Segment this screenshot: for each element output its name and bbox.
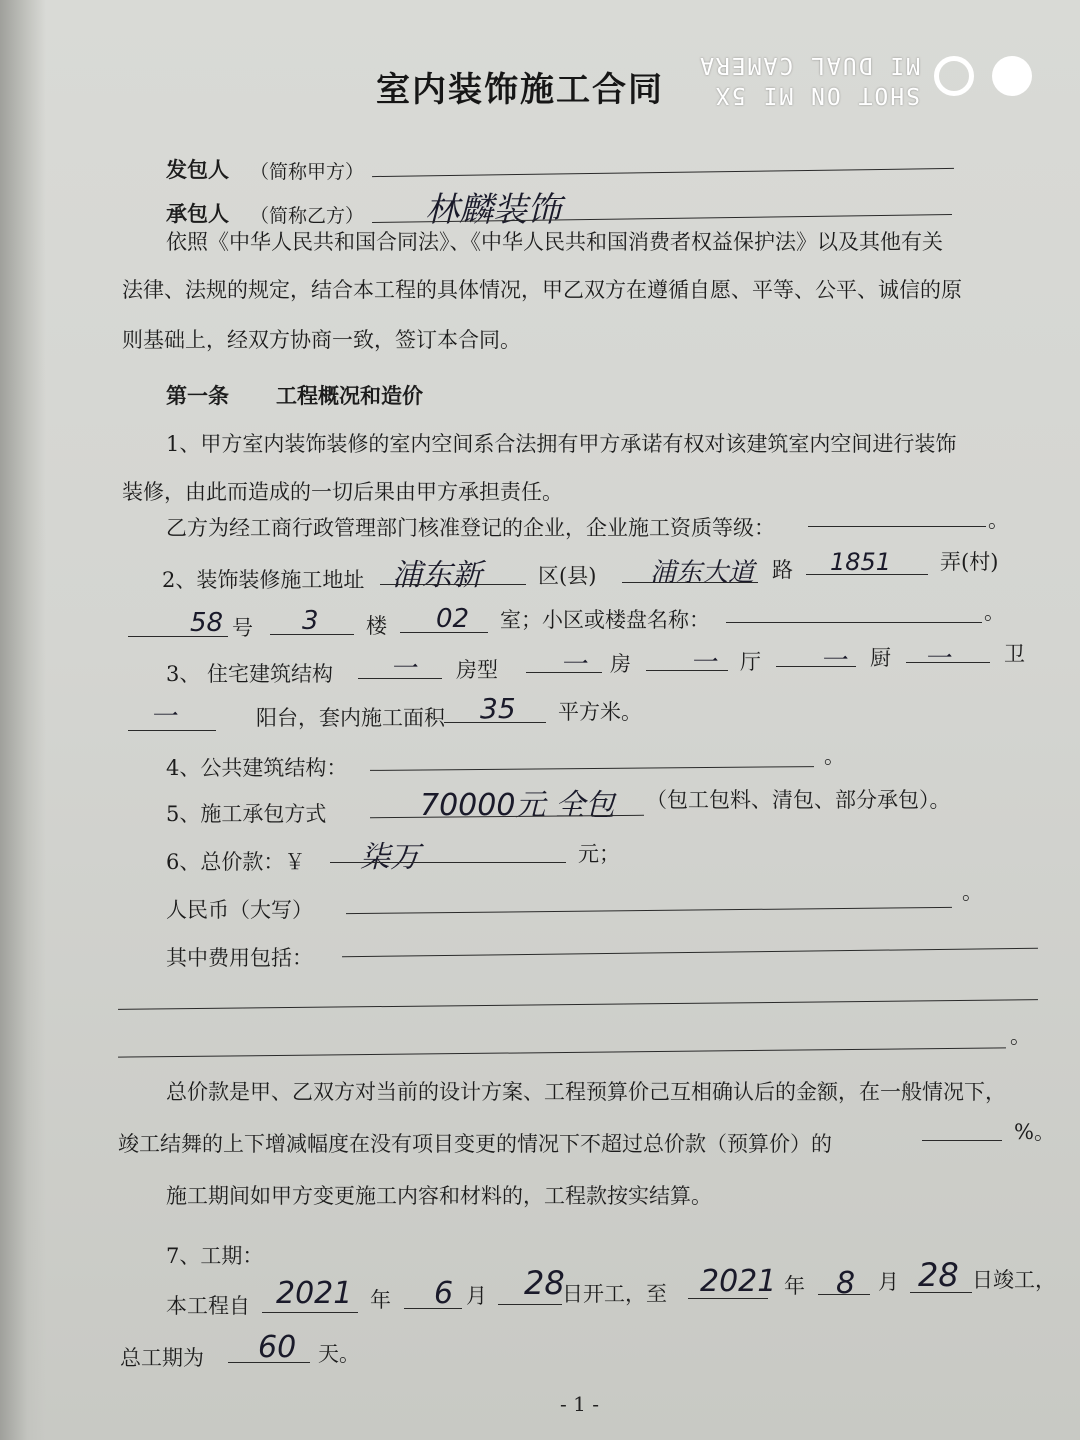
lane-blank: [806, 574, 928, 575]
baths-blank: [906, 662, 990, 663]
road-label: 路: [772, 558, 793, 582]
end-day-blank: [910, 1292, 972, 1293]
item1-line-3-end: 。: [988, 508, 1009, 532]
page-number: - 1 -: [560, 1392, 599, 1416]
road-handwriting: 浦东大道: [650, 558, 755, 588]
estate-name-blank: [726, 622, 982, 623]
total-days-blank: [228, 1362, 310, 1363]
balconies-blank: [128, 730, 216, 731]
price-note-line-3: 施工期间如甲方变更施工内容和材料的，工程款按实结算。: [166, 1184, 712, 1208]
qualification-blank: [808, 526, 986, 527]
building-handwriting: 3: [302, 606, 319, 636]
type-label: 房型: [456, 658, 498, 682]
rmb-end: 。: [962, 880, 983, 904]
start-year-handwriting: 2021: [276, 1276, 353, 1311]
halls-label: 厅: [740, 650, 761, 674]
percent-blank: [922, 1140, 1002, 1141]
balcony-label: 阳台，套内施工面积: [256, 706, 445, 730]
start-day-blank: [498, 1304, 562, 1305]
baths-handwriting: 一: [924, 644, 951, 674]
kitchens-blank: [776, 666, 856, 667]
start-month-label: 月: [466, 1284, 487, 1308]
lane-handwriting: 1851: [830, 548, 892, 576]
end-month-handwriting: 8: [836, 1266, 856, 1301]
camera-ring-icon: [934, 56, 974, 96]
start-year-label: 年: [370, 1288, 391, 1312]
area-label: 平方米。: [558, 700, 642, 724]
total-days-handwriting: 60: [258, 1330, 297, 1365]
building-label: 楼: [366, 614, 387, 638]
number-label: 号: [232, 616, 253, 640]
item5-label: 5、施工承包方式: [166, 802, 327, 826]
item2-label: 2、装饰装修施工地址: [162, 568, 365, 592]
intro-line-1: 依照《中华人民共和国合同法》、《中华人民共和国消费者权益保护法》以及其他有关: [166, 230, 943, 254]
room-handwriting: 02: [436, 604, 470, 634]
start-label: 日开工，至: [562, 1282, 667, 1306]
total-price-handwriting: 柒万: [360, 840, 420, 875]
start-month-handwriting: 6: [434, 1276, 454, 1311]
total-price-unit: 元；: [578, 842, 620, 866]
article-number: 第一条: [166, 383, 229, 408]
item2-end: 。: [984, 600, 1005, 624]
page-fold-shadow: [0, 0, 46, 1440]
item7-label: 7、工期：: [166, 1244, 264, 1268]
road-blank: [622, 582, 758, 583]
district-label: 区(县): [538, 564, 597, 588]
party-a-note: （简称甲方）: [250, 161, 365, 183]
camera-dot-icon: [992, 56, 1032, 96]
intro-line-3: 则基础上，经双方协商一致，签订本合同。: [122, 328, 521, 352]
period-from-label: 本工程自: [166, 1294, 250, 1318]
item1-line-2: 装修，由此而造成的一切后果由甲方承担责任。: [122, 480, 563, 504]
price-note-line-2: 竣工结舞的上下增减幅度在没有项目变更的情况下不超过总价款（预算价）的: [118, 1132, 832, 1156]
building-blank: [270, 634, 354, 635]
item3-label: 3、 住宅建筑结构: [166, 662, 334, 686]
room-label: 室；小区或楼盘名称：: [500, 608, 710, 632]
number-blank: [128, 636, 228, 637]
kitchens-label: 厨: [870, 646, 891, 670]
days-label: 天。: [318, 1342, 360, 1366]
watermark-line1: SHOT ON MI 5X: [713, 82, 920, 108]
price-note-line-1: 总价款是甲、乙双方对当前的设计方案、工程预算价己互相确认后的金额，在一般情况下，: [166, 1080, 1006, 1104]
rmb-label: 人民币（大写）: [166, 898, 313, 922]
party-a-blank: [372, 168, 954, 177]
fees-end: 。: [1010, 1024, 1031, 1048]
watermark-line2: MI DUAL CAMERA: [698, 52, 920, 78]
fees-blank-2: [118, 999, 1038, 1010]
document-title: 室内装饰施工合同: [376, 70, 664, 110]
item1-line-3: 乙方为经工商行政管理部门核准登记的企业，企业施工资质等级：: [166, 516, 775, 540]
district-blank: [380, 584, 526, 585]
camera-watermark: [680, 40, 920, 110]
balconies-handwriting: 一: [150, 702, 177, 732]
number-handwriting: 58: [190, 608, 224, 638]
area-blank: [444, 722, 546, 723]
structure-handwriting: 一: [390, 654, 417, 684]
price-note-line-2-end: %。: [1014, 1120, 1055, 1144]
halls-blank: [646, 670, 728, 671]
room-blank: [400, 632, 488, 633]
party-b-label: 承包人: [166, 201, 229, 226]
district-handwriting: 浦东新: [392, 558, 482, 593]
fees-label: 其中费用包括：: [166, 946, 313, 970]
area-handwriting: 35: [480, 692, 516, 725]
rooms-label: 房: [610, 652, 631, 676]
end-year-handwriting: 2021: [700, 1264, 777, 1299]
end-label: 日竣工，: [972, 1268, 1056, 1292]
item5-options: （包工包料、清包、部分承包）。: [646, 788, 951, 812]
total-price-blank: [330, 862, 566, 863]
end-day-handwriting: 28: [918, 1256, 959, 1294]
rooms-blank: [526, 672, 602, 673]
rooms-handwriting: 一: [560, 650, 587, 680]
start-day-handwriting: 28: [524, 1264, 565, 1302]
contract-mode-handwriting: 70000元 全包: [420, 788, 615, 823]
fees-blank-1: [342, 948, 1038, 958]
halls-handwriting: 一: [690, 648, 717, 678]
rmb-blank: [346, 907, 952, 914]
end-month-blank: [818, 1294, 870, 1295]
end-year-label: 年: [784, 1274, 805, 1298]
party-b-note: （简称乙方）: [250, 205, 365, 227]
fees-blank-3: [118, 1047, 1006, 1057]
start-year-blank: [262, 1312, 358, 1313]
intro-line-2: 法律、法规的规定，结合本工程的具体情况，甲乙双方在遵循自愿、平等、公平、诚信的原: [122, 278, 962, 302]
article-title: 工程概况和造价: [276, 383, 423, 408]
structure-blank: [358, 678, 442, 679]
item6-label: 6、总价款：￥: [166, 850, 306, 874]
end-month-label: 月: [878, 1270, 899, 1294]
lane-label: 弄(村): [940, 550, 999, 574]
end-year-blank: [688, 1298, 768, 1299]
start-month-blank: [404, 1308, 462, 1309]
kitchens-handwriting: 一: [820, 646, 847, 676]
item1-line-1: 1、甲方室内装饰装修的室内空间系合法拥有甲方承诺有权对该建筑室内空间进行装饰: [166, 432, 957, 456]
total-period-label: 总工期为: [120, 1346, 204, 1370]
baths-label: 卫: [1004, 642, 1025, 666]
item4-label: 4、公共建筑结构：: [166, 756, 348, 780]
public-structure-blank: [370, 766, 814, 771]
item4-end: 。: [824, 744, 845, 768]
party-b-handwriting: 林麟装饰: [425, 190, 561, 230]
party-a-label: 发包人: [166, 157, 229, 182]
